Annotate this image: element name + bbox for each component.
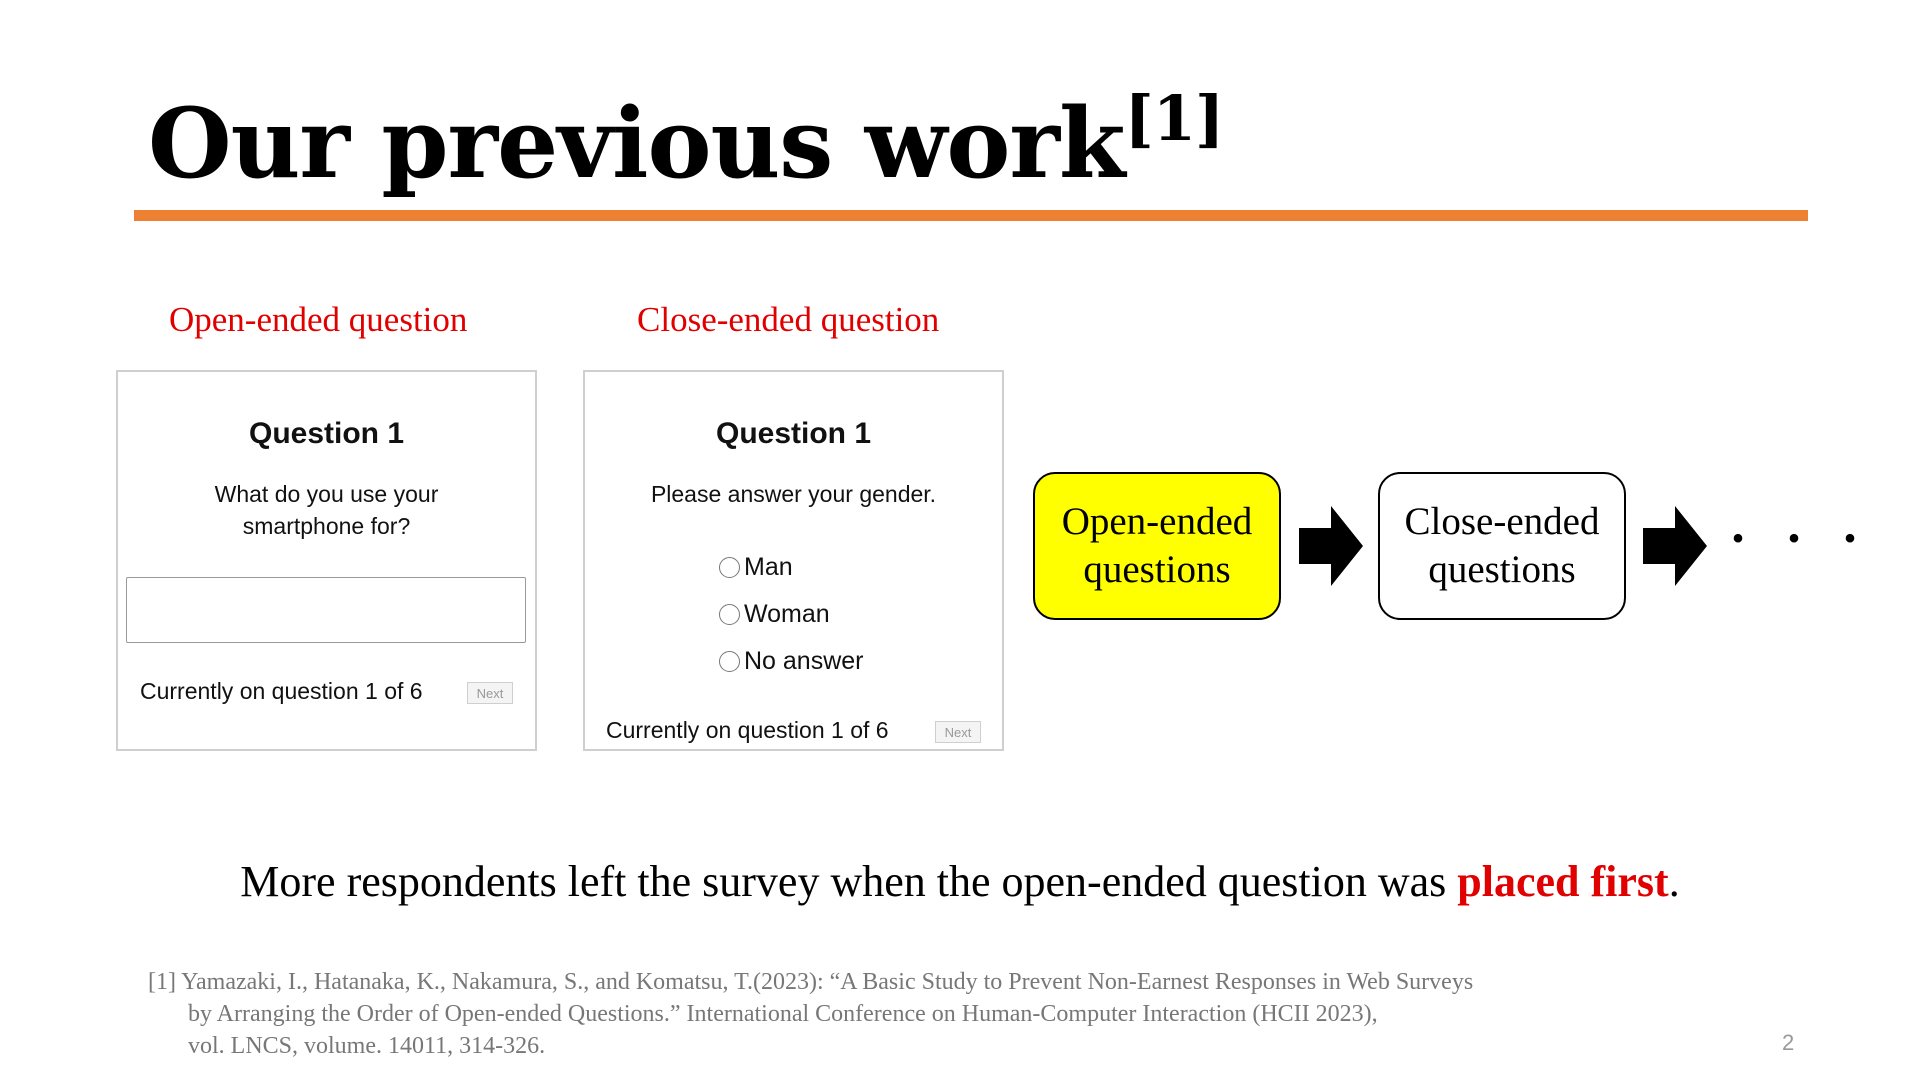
radio-label: Man [744, 553, 793, 581]
title-underline [134, 210, 1808, 221]
flow-box-line: questions [1428, 548, 1576, 591]
open-question-card [116, 370, 537, 751]
radio-option-woman[interactable] [719, 600, 830, 629]
reference-line: by Arranging the Order of Open-ended Questions.” International Conference on Human-Computer Interaction (HCII 2023), [188, 1001, 1378, 1027]
slide-title-text: Our previous work [148, 87, 1125, 200]
question-title: Question 1 [715, 417, 872, 450]
radio-button[interactable] [719, 651, 740, 672]
radio-label: Woman [744, 600, 830, 628]
statement-text: More respondents left the survey when the open-ended question was [240, 857, 1458, 906]
right-arrow-icon [1299, 506, 1363, 586]
radio-option-no-answer[interactable] [719, 647, 864, 676]
question-text-line: What do you use your [214, 481, 439, 507]
finding-statement [0, 856, 1920, 907]
reference-line: vol. LNCS, volume. 14011, 314-326. [188, 1033, 546, 1059]
page-number: 2 [1782, 1030, 1795, 1055]
question-text [118, 478, 535, 542]
reference-citation [148, 966, 1473, 1062]
open-ended-flow-box [1033, 472, 1281, 620]
close-ended-label: Close-ended question [637, 300, 940, 339]
question-text-line: smartphone for? [242, 513, 411, 539]
statement-end: . [1668, 857, 1680, 906]
slide-title [148, 82, 1224, 200]
next-button[interactable]: Next [467, 682, 513, 704]
next-button[interactable]: Next [935, 721, 981, 743]
close-question-card [583, 370, 1004, 751]
open-ended-label: Open-ended question [169, 300, 468, 339]
answer-textarea[interactable] [126, 577, 526, 643]
progress-status: Currently on question 1 of 6 [606, 717, 889, 743]
right-arrow-icon [1643, 506, 1707, 586]
close-ended-flow-box [1378, 472, 1626, 620]
flow-box-line: Close-ended [1404, 500, 1600, 543]
progress-status: Currently on question 1 of 6 [140, 678, 423, 704]
flow-box-line: Open-ended [1061, 500, 1253, 543]
reference-line: [1] Yamazaki, I., Hatanaka, K., Nakamura, S., and Komatsu, T.(2023): “A Basic Study to Prevent Non-Earnest Responses in Web Surveys [148, 969, 1474, 995]
radio-label: No answer [744, 647, 864, 675]
flow-box-line: questions [1083, 548, 1231, 591]
statement-highlight: placed first [1457, 857, 1669, 906]
continuation-ellipsis: ・・・ [1718, 517, 1886, 562]
question-title: Question 1 [248, 417, 405, 450]
radio-button[interactable] [719, 557, 740, 578]
radio-option-man[interactable] [719, 553, 793, 582]
question-text: Please answer your gender. [650, 481, 937, 507]
title-citation: [1] [1124, 82, 1224, 155]
radio-button[interactable] [719, 604, 740, 625]
